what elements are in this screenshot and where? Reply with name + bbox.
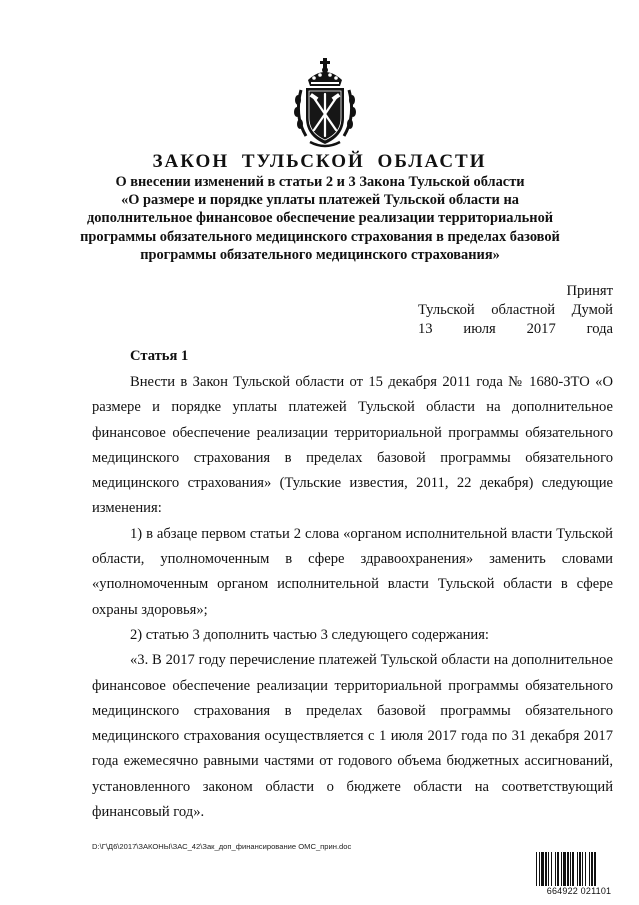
law-title: ЗАКОН ТУЛЬСКОЙ ОБЛАСТИ	[152, 151, 487, 172]
article-paragraph: 2) статью 3 дополнить частью 3 следующего содержания:	[130, 626, 489, 643]
adopted-word: 2017	[526, 321, 556, 337]
subtitle-line: О внесении изменений в статьи 2 и 3 Закона Тульской области	[115, 174, 525, 190]
barcode-icon	[535, 852, 623, 896]
adopted-word: года	[586, 321, 613, 337]
adoption-date-line	[418, 320, 613, 339]
adoption-block	[418, 282, 613, 339]
subtitle-line: дополнительное финансовое обеспечение реализации территориальной	[86, 210, 554, 227]
article-body	[92, 370, 613, 825]
adopted-word: Думой	[571, 302, 613, 318]
adopted-by-line	[418, 301, 613, 320]
article-paragraph: 1) в абзаце первом статьи 2 слова «органом исполнительной власти Тульской области, уполномоченным в сфере здравоохранения» заменить словами «уполномоченным органом исполнительной власти Тульской области в сфере охраны здоровья»;	[92, 525, 613, 618]
barcode-number: 664922 021101	[535, 886, 623, 896]
article-paragraph: Внести в Закон Тульской области от 15 декабря 2011 года № 1680-ЗТО «О размере и порядке уплаты платежей Тульской области на дополнительное финансовое обеспечение реализации территориальной программы обязательного медицинского страхования в пределах базовой программы обязательного медицинского страхования» (Тульские известия, 2011, 22 декабря) следующие изменения:	[92, 374, 613, 517]
adopted-word: областной	[491, 302, 556, 318]
adopted-word: июля	[463, 321, 496, 337]
article-paragraph: «3. В 2017 году перечисление платежей Тульской области на дополнительное финансовое обеспечение реализации территориальной программы обязательного медицинского страхования в пределах базовой программы обязательного медицинского страхования осуществляется с 1 июля 2017 года по 31 декабря 2017 года ежемесячно равными частями от годового объема бюджетных ассигнований, установленного законом области о бюджете области на соответствующий финансовый год».	[92, 652, 613, 821]
subtitle-line: программы обязательного медицинского страхования в пределах базовой	[80, 228, 560, 245]
subtitle-line: «О размере и порядке уплаты платежей Тульской области на	[121, 192, 519, 209]
document-file-path: D:\Г\Д6\2017\ЗАКОНЫ\ЗАС_42\Зак_доп_финансирование ОМС_прин.doc	[92, 842, 352, 851]
law-subtitle	[60, 173, 580, 264]
coat-of-arms-icon	[292, 56, 358, 150]
subtitle-line: программы обязательного медицинского страхования»	[140, 246, 500, 263]
adopted-word: Тульской	[418, 302, 475, 318]
article-heading: Статья 1	[130, 348, 189, 364]
adopted-label: Принят	[566, 283, 613, 299]
adopted-word: 13	[418, 321, 433, 337]
